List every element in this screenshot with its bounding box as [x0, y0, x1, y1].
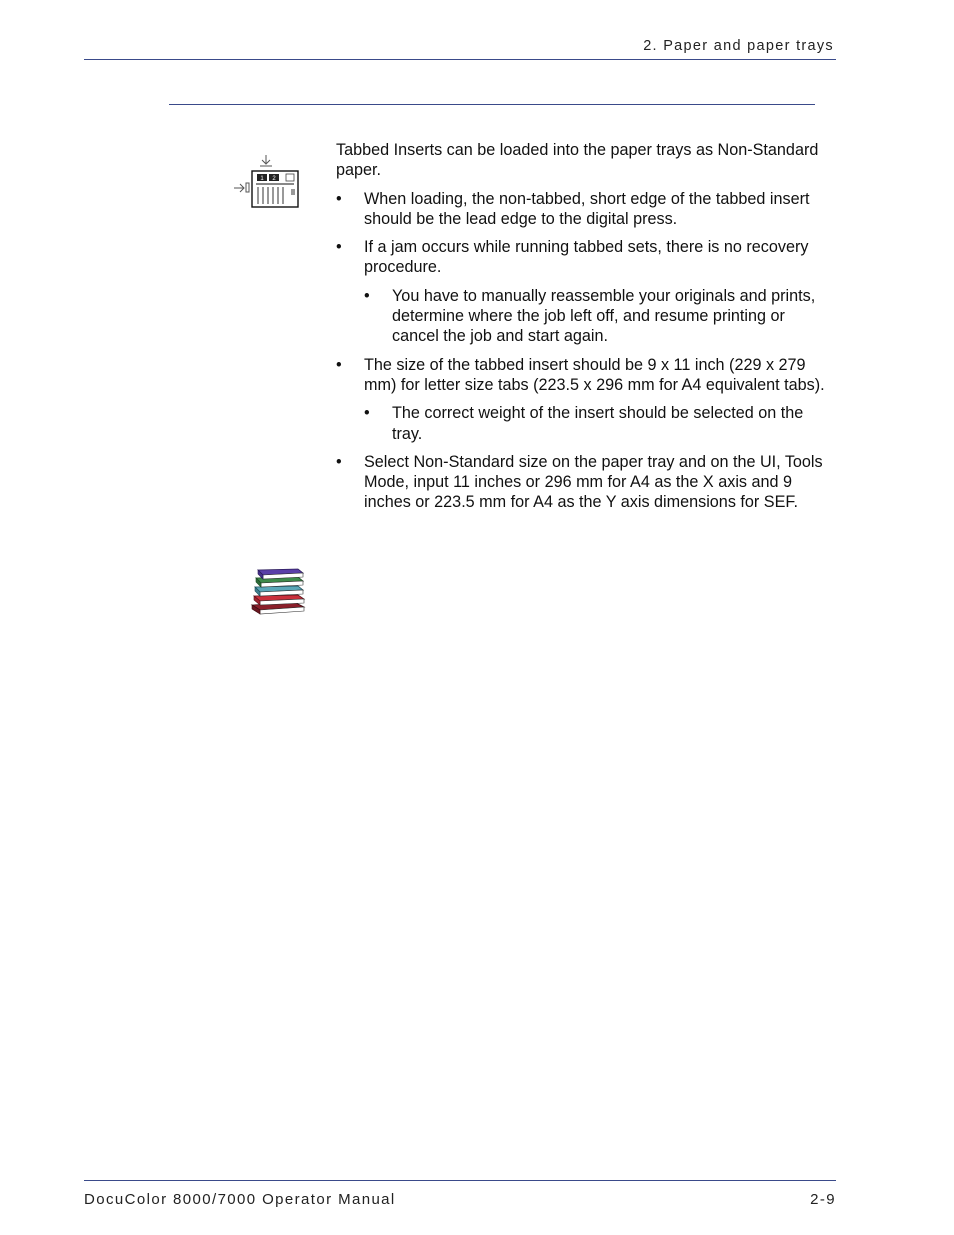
header-rule — [84, 59, 836, 60]
page-number: 2-9 — [810, 1191, 836, 1208]
content-column — [336, 140, 836, 521]
bullet-item: • When loading, the non-tabbed, short edge of the tabbed insert should be the lead edge to the digital press. — [336, 189, 836, 230]
running-header: 2. Paper and paper trays — [643, 38, 834, 54]
footer-manual-title: DocuColor 8000/7000 Operator Manual — [84, 1191, 396, 1208]
bullet-item: • Select Non-Standard size on the paper tray and on the UI, Tools Mode, input 11 inches or 296 mm for A4 as the X axis and 9 inches or 223.5 mm for A4 as the Y axis dimensions for SEF. — [336, 452, 836, 513]
books-icon — [248, 567, 308, 615]
footer-rule — [84, 1180, 836, 1181]
tab-label-2: 2 — [272, 176, 276, 182]
section-rule — [169, 104, 815, 105]
bullet-item: • The size of the tabbed insert should be 9 x 11 inch (229 x 279 mm) for letter size tabs (223.5 x 296 mm for A4 equivalent tabs). — [336, 355, 836, 396]
sub-bullet-item: • The correct weight of the insert should be selected on the tray. — [336, 403, 836, 444]
sub-bullet-item: • You have to manually reassemble your originals and prints, determine where the job left off, and resume printing or cancel the job and start again. — [336, 286, 836, 347]
intro-paragraph: Tabbed Inserts can be loaded into the paper trays as Non-Standard paper. — [336, 141, 819, 180]
tab-label-1: 1 — [260, 176, 264, 182]
tabbed-insert-icon — [230, 153, 300, 211]
bullet-item: • If a jam occurs while running tabbed sets, there is no recovery procedure. — [336, 237, 836, 278]
